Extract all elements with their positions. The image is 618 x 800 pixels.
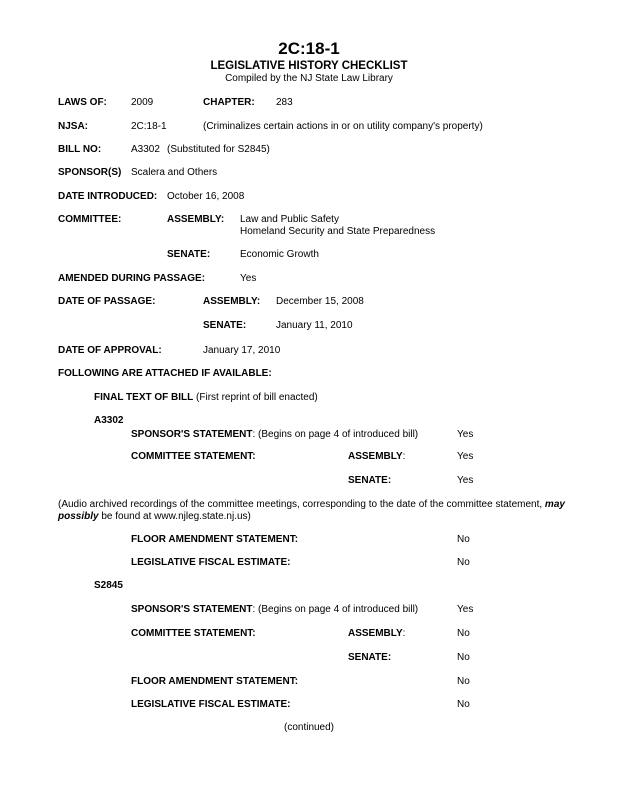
passage-assembly-label: ASSEMBLY: [203, 296, 261, 307]
s2845-assembly-value: No [457, 628, 470, 639]
approval-value: January 17, 2010 [203, 345, 281, 356]
continued-note: (continued) [283, 722, 335, 733]
laws-of-label: LAWS OF: [58, 97, 107, 108]
date-introduced-value: October 16, 2008 [167, 191, 245, 202]
committee-senate-value: Economic Growth [240, 249, 319, 260]
laws-of-value: 2009 [131, 97, 154, 108]
page-subtitle: LEGISLATIVE HISTORY CHECKLIST [210, 60, 408, 72]
a3302-sponsor-note: : (Begins on page 4 of introduced bill) [252, 429, 419, 440]
s2845-assembly-colon: : [402, 628, 406, 639]
s2845-sponsor-line [131, 604, 418, 616]
a3302-heading: A3302 [94, 415, 124, 426]
chapter-label: CHAPTER: [203, 97, 255, 108]
a3302-assembly-line [348, 451, 405, 463]
compiled-by: Compiled by the NJ State Law Library [225, 73, 393, 84]
audio-note-part2: be found at www.njleg.state.nj.us) [98, 511, 251, 522]
njsa-value: 2C:18-1 [131, 121, 167, 132]
passage-assembly-value: December 15, 2008 [276, 296, 364, 307]
a3302-fiscal-label: LEGISLATIVE FISCAL ESTIMATE: [131, 557, 291, 568]
njsa-description: (Criminalizes certain actions in or on utility company's property) [203, 121, 483, 132]
committee-assembly-line1: Law and Public Safety [240, 214, 339, 225]
s2845-senate-label: SENATE: [348, 652, 392, 663]
approval-label: DATE OF APPROVAL: [58, 345, 162, 356]
passage-label: DATE OF PASSAGE: [58, 296, 156, 307]
s2845-floor-label: FLOOR AMENDMENT STATEMENT: [131, 676, 299, 687]
final-text-line [94, 392, 318, 404]
amended-label: AMENDED DURING PASSAGE: [58, 273, 206, 284]
s2845-sponsor-value: Yes [457, 604, 474, 615]
passage-senate-value: January 11, 2010 [276, 320, 353, 331]
date-introduced-label: DATE INTRODUCED: [58, 191, 158, 202]
a3302-fiscal-value: No [457, 557, 470, 568]
a3302-assembly-value: Yes [457, 451, 474, 462]
s2845-heading: S2845 [94, 580, 123, 591]
chapter-value: 283 [276, 97, 293, 108]
s2845-fiscal-label: LEGISLATIVE FISCAL ESTIMATE: [131, 699, 291, 710]
a3302-assembly-label: ASSEMBLY [348, 451, 403, 462]
s2845-assembly-line [348, 628, 405, 640]
a3302-floor-value: No [457, 534, 470, 545]
page-title: 2C:18-1 [278, 39, 340, 58]
audio-note-emph: may possibly [58, 499, 565, 522]
sponsors-label: SPONSOR(S) [58, 167, 122, 178]
s2845-fiscal-value: No [457, 699, 470, 710]
a3302-senate-value: Yes [457, 475, 474, 486]
bill-no-label: BILL NO: [58, 144, 102, 155]
committee-label: COMMITTEE: [58, 214, 122, 225]
s2845-sponsor-label: SPONSOR'S STATEMENT [131, 604, 253, 615]
njsa-label: NJSA: [58, 121, 89, 132]
attached-heading: FOLLOWING ARE ATTACHED IF AVAILABLE: [58, 368, 272, 379]
s2845-sponsor-note: : (Begins on page 4 of introduced bill) [252, 604, 419, 615]
passage-senate-label: SENATE: [203, 320, 247, 331]
a3302-floor-label: FLOOR AMENDMENT STATEMENT: [131, 534, 299, 545]
committee-assembly-line2: Homeland Security and State Preparedness [240, 226, 436, 237]
sponsors-value: Scalera and Others [131, 167, 218, 178]
s2845-committee-label: COMMITTEE STATEMENT: [131, 628, 256, 639]
a3302-committee-label: COMMITTEE STATEMENT: [131, 451, 256, 462]
bill-no-note: (Substituted for S2845) [167, 144, 270, 155]
bill-no-value: A3302 [131, 144, 160, 155]
s2845-senate-value: No [457, 652, 470, 663]
committee-senate-label: SENATE: [167, 249, 211, 260]
s2845-floor-value: No [457, 676, 470, 687]
a3302-sponsor-label: SPONSOR'S STATEMENT [131, 429, 253, 440]
a3302-sponsor-value: Yes [457, 429, 474, 440]
a3302-sponsor-line [131, 429, 418, 441]
committee-assembly-label: ASSEMBLY: [167, 214, 225, 225]
a3302-senate-label: SENATE: [348, 475, 392, 486]
final-text-note: (First reprint of bill enacted) [193, 392, 318, 403]
s2845-assembly-label: ASSEMBLY [348, 628, 403, 639]
final-text-label: FINAL TEXT OF BILL [94, 392, 194, 403]
amended-value: Yes [240, 273, 257, 284]
a3302-assembly-colon: : [402, 451, 406, 462]
audio-note [58, 499, 603, 523]
audio-note-part1: (Audio archived recordings of the committee meetings, corresponding to the date of the committee statement, [58, 499, 545, 510]
